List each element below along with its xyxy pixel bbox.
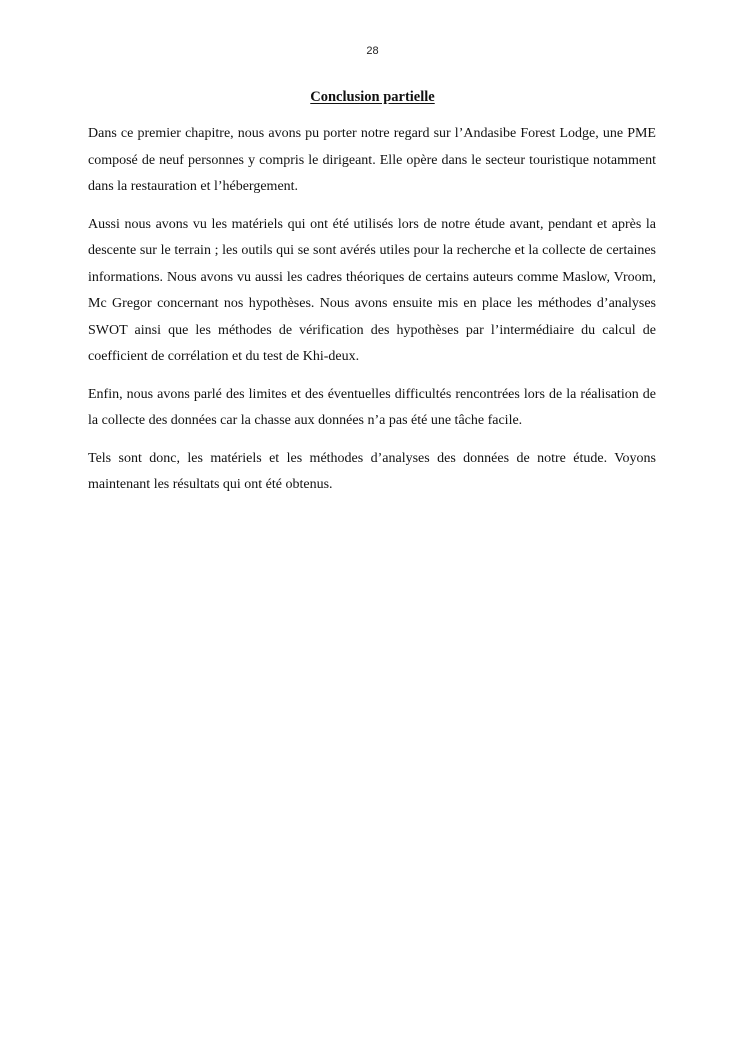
paragraph-4: Tels sont donc, les matériels et les méthodes d’analyses des données de notre étude. Voyons maintenant les résultats qui ont été obtenus.: [88, 450, 656, 492]
page-number: 28: [366, 45, 379, 57]
paragraph-1: Dans ce premier chapitre, nous avons pu porter notre regard sur l’Andasibe Forest Lodge, une PME composé de neuf personnes y compris le dirigeant. Elle opère dans le secteur touristique notamment dans la restauration et l’hébergement.: [88, 126, 656, 194]
paragraph-3: Enfin, nous avons parlé des limites et des éventuelles difficultés rencontrées lors de la réalisation de la collecte des données car la chasse aux données n’a pas été une tâche facile.: [88, 386, 656, 428]
body-text: [88, 121, 656, 510]
paragraph-2: Aussi nous avons vu les matériels qui ont été utilisés lors de notre étude avant, pendant et après la descente sur le terrain ; les outils qui se sont avérés utiles pour la recherche et la collecte de certaines informations. Nous avons vu aussi les cadres théoriques de certains auteurs comme Maslow, Vroom, Mc Gregor concernant nos hypothèses. Nous avons ensuite mis en place les méthodes d’analyses SWOT ainsi que les méthodes de vérification des hypothèses par l’intermédiaire du calcul de coefficient de corrélation et du test de Khi-deux.: [88, 216, 656, 364]
section-title: Conclusion partielle: [310, 89, 435, 105]
